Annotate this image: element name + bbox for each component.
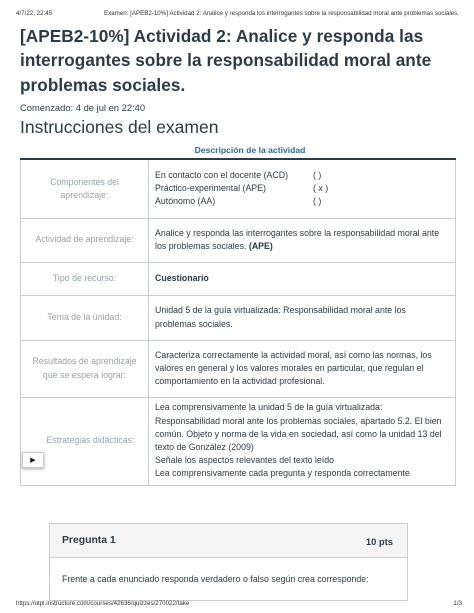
question-text: Frente a cada enunciado responda verdadero o falso según crea corresponde: [62, 574, 369, 584]
row-label: Componentes del aprendizaje: [21, 159, 149, 218]
activity-type-tag: (APE) [248, 241, 273, 251]
component-line [155, 182, 447, 195]
quiz-title: [APEB2-10%] Actividad 2: Analice y responda las interrogantes sobre la responsabilidad moral ante problemas sociales. [20, 26, 432, 95]
play-button[interactable] [22, 452, 44, 468]
row-label: Tipo de recurso: [21, 262, 149, 295]
table-row [21, 295, 456, 340]
component-line [155, 169, 447, 182]
strategy-paragraph: Lea comprensivamente la unidad 5 de la guía virtualizada: Responsabilidad moral ante los problemas sociales, apartado 5.2. El bien común. Objeto y norma de la vida en sociedad, así como la unidad 13 del texto de González (2009) [155, 402, 442, 452]
print-url: https://utpl.instructure.com/courses/42636/quizzes/270022/take [16, 600, 190, 607]
components-cell [149, 159, 456, 218]
table-row [21, 397, 456, 485]
strategies-label: Estrategias didácticas: [46, 435, 135, 446]
table-row [21, 340, 456, 397]
activity-info-table [20, 158, 456, 486]
table-row [21, 218, 456, 262]
print-header [16, 10, 464, 20]
question-points: 10 pts [365, 536, 393, 547]
instructions-heading: Instrucciones del examen [20, 117, 219, 137]
play-icon: ▶ [30, 457, 36, 464]
component-name: Autónomo (AA) [155, 196, 216, 207]
print-page-title: Examen: [APEB2-10%] Actividad 2: Analice y responda los interrogantes sobre la responsabilidad moral ante problemas sociales. [104, 10, 459, 17]
table-row [21, 262, 456, 295]
row-label: Resultados de aprendizaje que se espera lograr: [21, 340, 149, 397]
component-name: En contacto con el docente (ACD) [155, 169, 289, 180]
component-line [155, 195, 447, 208]
print-footer [16, 600, 462, 610]
print-date: 4/7/22, 22:45 [16, 10, 53, 17]
table-row [21, 159, 456, 218]
strategy-line: Señale los aspectos relevantes del texto leído [155, 455, 334, 466]
question-name: Pregunta 1 [62, 535, 116, 546]
row-value [149, 218, 456, 262]
question-card [49, 523, 408, 601]
question-header [50, 524, 407, 558]
activity-text: Analice y responda las interrogantes sobre la responsabilidad moral ante los problemas sociales. [155, 227, 440, 251]
row-value: Unidad 5 de la guía virtualizada: Responsabilidad moral ante los problemas sociales. [149, 295, 456, 340]
row-label: Tema de la unidad: [21, 295, 149, 340]
page-number: 1/3 [453, 600, 462, 607]
started-timestamp: Comenzado: 4 de jul en 22:40 [20, 102, 146, 113]
row-value: Cuestionario [149, 262, 456, 295]
row-label: Actividad de aprendizaje: [21, 218, 149, 262]
row-label [21, 397, 149, 485]
strategy-line: Lea comprensivamente cada pregunta y responda correctamente [155, 468, 410, 479]
component-mark: ( x ) [313, 183, 329, 194]
description-title: Descripción de la actividad [194, 145, 306, 155]
component-mark: ( ) [313, 196, 322, 207]
row-value [149, 397, 456, 485]
component-mark: ( ) [313, 169, 322, 180]
component-name: Práctico-experimental (APE) [155, 183, 266, 194]
row-value: Caracteriza correctamente la actividad moral, así como las normas, los valores en general y los valores morales en particular, que regulan el comportamiento en la actividad profesional. [149, 340, 456, 397]
